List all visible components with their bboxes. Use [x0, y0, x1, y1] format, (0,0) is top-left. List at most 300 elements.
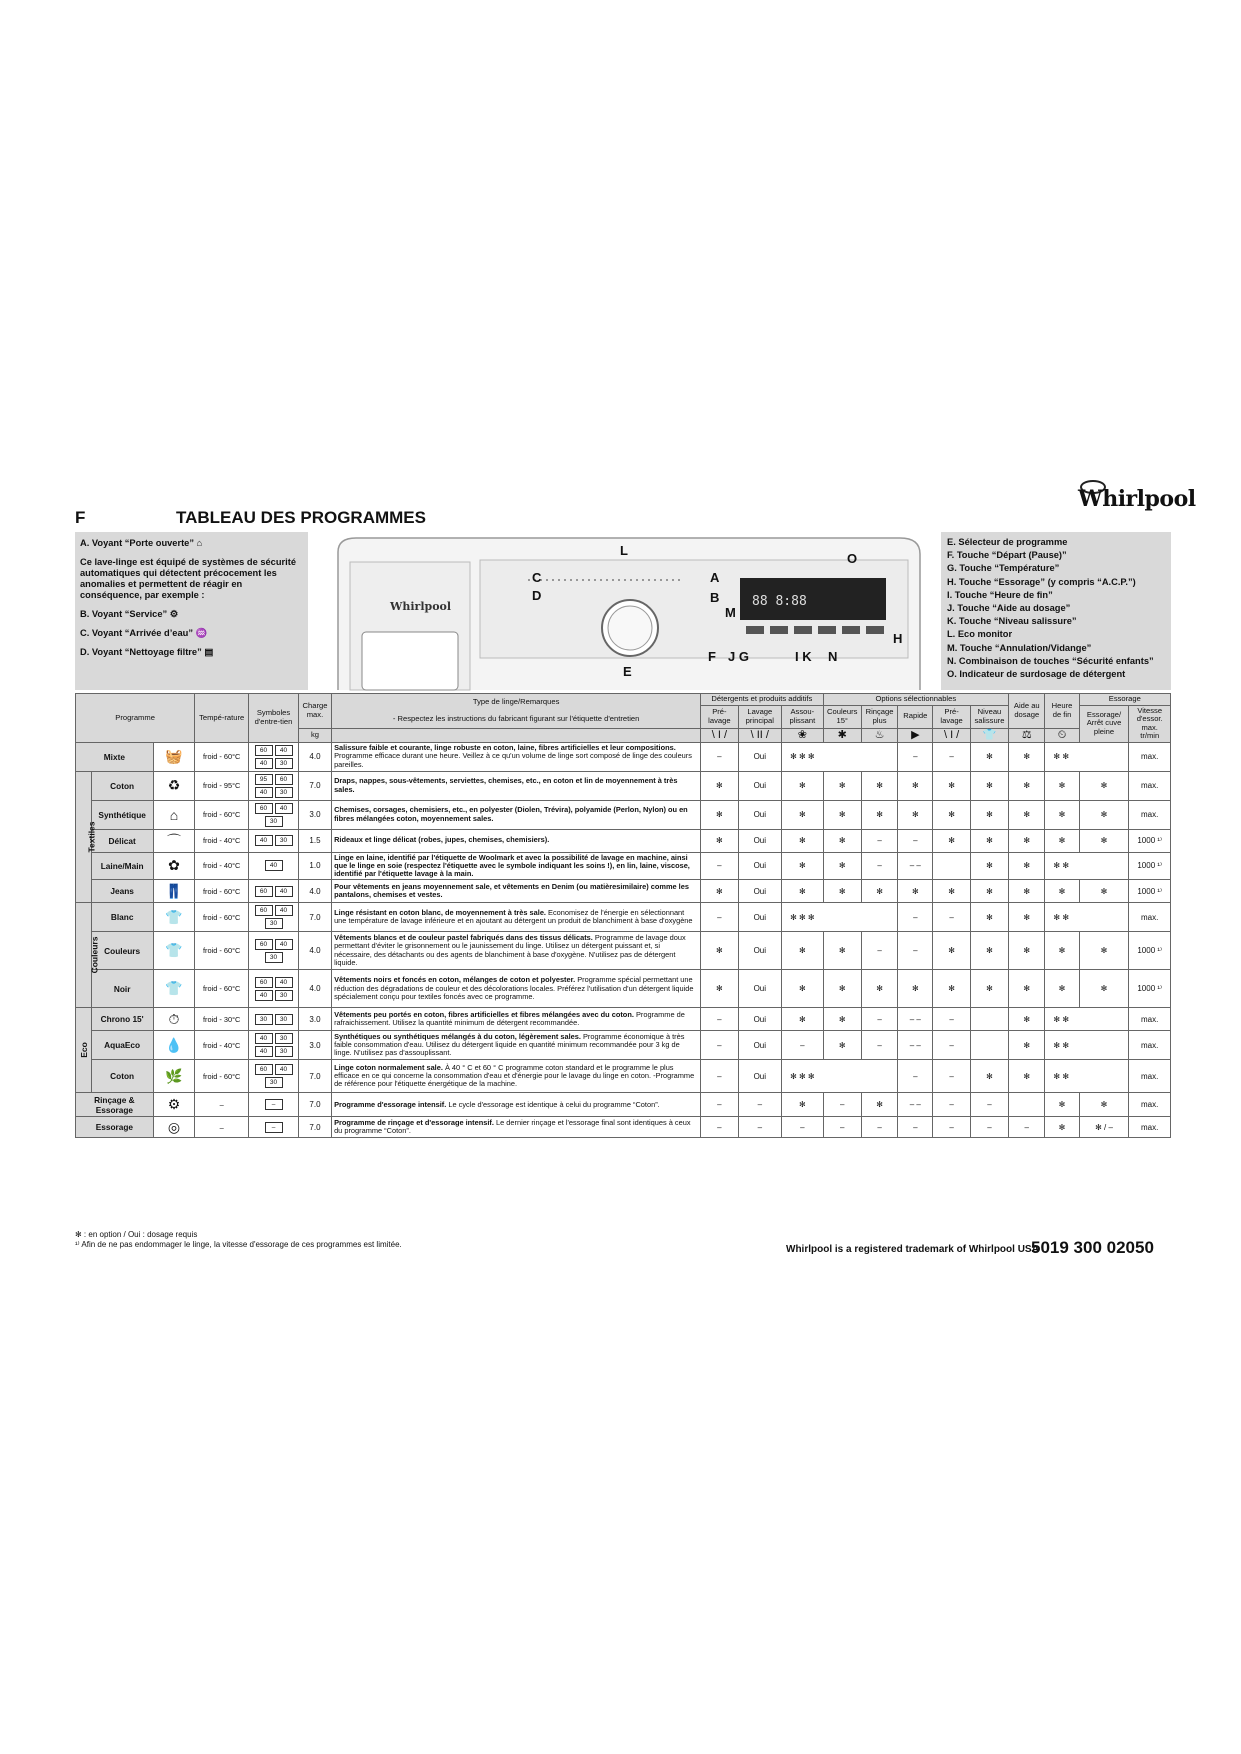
- max-load: 7.0: [298, 1060, 331, 1093]
- page-title: TABLEAU DES PROGRAMMES: [176, 508, 426, 527]
- description-detail: Programme de rafraichissement. Utilisez la quantité minimum de détergent recommandée.: [334, 1009, 685, 1028]
- care-symbol: 40: [275, 905, 293, 916]
- cell-dosage-aid: ✻: [1009, 932, 1045, 970]
- prewash-option-icon: \ I /: [933, 728, 970, 742]
- header-type-note: - Respectez les instructions du fabricant figurant sur l'étiquette d'entretien: [392, 714, 640, 724]
- cell-end-time: ✻ ✻: [1045, 852, 1129, 880]
- legend-b: [80, 609, 303, 620]
- svg-text:J G: J G: [728, 649, 749, 664]
- svg-text:C: C: [532, 570, 542, 585]
- care-symbol: 40: [255, 787, 273, 798]
- description-bold: Vêtements blancs et de couleur pastel fabriqués dans des tissus délicats.: [334, 933, 593, 943]
- svg-text:F: F: [708, 649, 716, 664]
- laundry-description: [332, 800, 701, 829]
- legend-c: [80, 628, 303, 639]
- cell-softener: ✻: [782, 1008, 823, 1031]
- cell-spin-stop: ✻: [1079, 932, 1129, 970]
- temperature-range: froid - 60°C: [195, 800, 249, 829]
- max-load: 3.0: [298, 1008, 331, 1031]
- cell-soil-level: ✻: [970, 742, 1008, 771]
- legend-e: E. Sélecteur de programme: [947, 537, 1068, 547]
- soil-level-icon: 👕: [970, 728, 1008, 742]
- svg-text:L: L: [620, 543, 628, 558]
- cell-dosage-aid: ✻: [1009, 1008, 1045, 1031]
- cell-colours15: ✻: [823, 932, 861, 970]
- trademark-notice: Whirlpool is a registered trademark of Whirlpool USA: [786, 1244, 1039, 1255]
- header-heure: Heure de fin: [1045, 694, 1079, 729]
- rapid-icon: ▶: [898, 728, 933, 742]
- max-load: 1.0: [298, 852, 331, 880]
- cell-main-wash: Oui: [738, 742, 782, 771]
- temperature-range: froid - 60°C: [195, 970, 249, 1008]
- cell-softener: ✻ ✻ ✻: [782, 903, 898, 932]
- cell-rinse-plus: –: [861, 1031, 897, 1060]
- cell-max-spin: max.: [1129, 800, 1171, 829]
- programme-name: Couleurs: [91, 932, 153, 970]
- programme-icon: ⌂: [153, 800, 194, 829]
- cell-max-spin: max.: [1129, 1060, 1171, 1093]
- svg-text:I K: I K: [795, 649, 812, 664]
- legend-a: [80, 538, 303, 549]
- cell-soil-level: ✻: [970, 1060, 1008, 1093]
- legend-intro: Ce lave-linge est équipé de systèmes de sécurité automatiques qui détectent précocement les anomalies et permettent de réagir en conséquence, par exemple :: [80, 557, 296, 600]
- cell-end-time: ✻: [1045, 880, 1079, 903]
- laundry-description: [332, 1060, 701, 1093]
- cell-softener: ✻: [782, 800, 823, 829]
- cell-rapid: –: [898, 829, 933, 852]
- cell-colours15: ✻: [823, 1031, 861, 1060]
- cell-colours15: –: [823, 1117, 861, 1138]
- cell-soil-level: –: [970, 1117, 1008, 1138]
- laundry-description: [332, 1093, 701, 1117]
- programme-table-body: [76, 742, 1171, 1138]
- cell-softener: ✻: [782, 932, 823, 970]
- care-symbol: 60: [255, 905, 273, 916]
- programme-icon: 💧: [153, 1031, 194, 1060]
- cell-main-wash: Oui: [738, 880, 782, 903]
- legend-l: L. Eco monitor: [947, 629, 1013, 640]
- care-symbol: 40: [275, 745, 293, 756]
- cell-dosage-aid: ✻: [1009, 742, 1045, 771]
- cell-main-wash: –: [738, 1117, 782, 1138]
- programme-table: [75, 693, 1171, 1138]
- cell-max-spin: max.: [1129, 742, 1171, 771]
- cell-prewash: –: [701, 852, 738, 880]
- laundry-description: [332, 829, 701, 852]
- cell-spin-stop: ✻: [1079, 800, 1129, 829]
- cell-main-wash: Oui: [738, 1008, 782, 1031]
- header-couleurs15: Couleurs 15°: [823, 705, 861, 728]
- cell-softener: ✻ ✻ ✻: [782, 1060, 898, 1093]
- cell-prewash-option: –: [933, 1060, 970, 1093]
- cell-dosage-aid: [1009, 1093, 1045, 1117]
- cell-soil-level: ✻: [970, 852, 1008, 880]
- cell-prewash: –: [701, 1031, 738, 1060]
- cell-prewash-option: [933, 852, 970, 880]
- cell-prewash: –: [701, 1008, 738, 1031]
- legend-m: M. Touche “Annulation/Vidange”: [947, 642, 1092, 653]
- cell-prewash-option: ✻: [933, 970, 970, 1008]
- programme-name: Blanc: [91, 903, 153, 932]
- svg-text:B: B: [710, 590, 720, 605]
- cell-main-wash: Oui: [738, 1031, 782, 1060]
- max-load: 3.0: [298, 800, 331, 829]
- cell-prewash: –: [701, 903, 738, 932]
- programme-name: Synthétique: [91, 800, 153, 829]
- description-bold: Programme d'essorage intensif.: [334, 1099, 447, 1109]
- laundry-description: [332, 880, 701, 903]
- programme-icon: 👖: [153, 880, 194, 903]
- cell-rapid: –: [898, 932, 933, 970]
- description-detail: Le dernier rinçage et l'essorage final sont identiques à ceux du programme “Coton”.: [334, 1117, 691, 1136]
- legend-b-text: B. Voyant “Service”: [80, 609, 168, 619]
- care-symbol: 40: [275, 939, 293, 950]
- legend-o: O. Indicateur de surdosage de détergent: [947, 669, 1126, 680]
- care-symbol: 30: [275, 787, 293, 798]
- header-load: Charge max.: [298, 694, 331, 729]
- programme-name: Coton: [91, 1060, 153, 1093]
- care-symbol: 30: [275, 1046, 293, 1057]
- description-bold: Linge coton normalement sale.: [334, 1062, 443, 1072]
- laundry-description: [332, 903, 701, 932]
- header-essorage-arret: Essorage/ Arrêt cuve pleine: [1079, 705, 1129, 742]
- cell-max-spin: 1000 ¹⁾: [1129, 932, 1171, 970]
- cell-softener: ✻: [782, 829, 823, 852]
- care-symbol: 60: [255, 886, 273, 897]
- cell-dosage-aid: ✻: [1009, 970, 1045, 1008]
- cell-softener: –: [782, 1117, 823, 1138]
- machine-brand: Whirlpool: [390, 600, 452, 613]
- brand-logo: Whirlpool: [1078, 486, 1196, 512]
- table-row: [76, 800, 1171, 829]
- machine-display: 88 8:88: [752, 594, 807, 609]
- cell-softener: ✻: [782, 880, 823, 903]
- laundry-description: [332, 1117, 701, 1138]
- temperature-range: froid - 60°C: [195, 1060, 249, 1093]
- care-symbols: [249, 800, 299, 829]
- care-symbols: [249, 1060, 299, 1093]
- cell-rapid: –: [898, 903, 933, 932]
- description-bold: Vêtements peu portés en coton, fibres artificielles et fibres mélangées avec du coton.: [334, 1009, 634, 1019]
- temperature-range: froid - 95°C: [195, 771, 249, 800]
- care-symbol: 40: [255, 758, 273, 769]
- cell-end-time: ✻: [1045, 970, 1079, 1008]
- description-detail: Economisez de l'énergie en sélectionnant une température de lavage inférieure et en ajoutant au détergent un produit de blanchiment à base d'oxygène: [334, 907, 693, 926]
- cell-rapid: ✻: [898, 800, 933, 829]
- tap-icon: ♒: [195, 628, 208, 638]
- cell-main-wash: Oui: [738, 970, 782, 1008]
- group-label-eco: [76, 1008, 92, 1093]
- cell-softener: ✻: [782, 771, 823, 800]
- legend-h: H. Touche “Essorage” (y compris “A.C.P.”): [947, 576, 1136, 587]
- cell-rapid: – –: [898, 1093, 933, 1117]
- header-prelavage2: Pré-lavage: [933, 705, 970, 728]
- table-row: [76, 742, 1171, 771]
- care-symbols: [249, 1117, 299, 1138]
- cell-rapid: – –: [898, 1031, 933, 1060]
- care-symbol: 60: [255, 803, 273, 814]
- control-panel-illustration: [310, 532, 939, 690]
- controls-legend: [941, 532, 1171, 690]
- care-symbol: 40: [275, 977, 293, 988]
- programme-name: Mixte: [76, 742, 154, 771]
- temperature-range: froid - 40°C: [195, 852, 249, 880]
- footnote-option: ✻ : en option / Oui : dosage requis: [75, 1230, 198, 1239]
- cell-colours15: ✻: [823, 829, 861, 852]
- header-programme: Programme: [76, 694, 195, 743]
- cell-soil-level: ✻: [970, 970, 1008, 1008]
- programme-icon: 👕: [153, 970, 194, 1008]
- cell-max-spin: 1000 ¹⁾: [1129, 852, 1171, 880]
- description-bold: Pour vêtements en jeans moyennement sale, et vêtements en Denim (ou matièresimilaire) comme les pantalons, chemises et vestes.: [334, 881, 689, 900]
- laundry-description: [332, 742, 701, 771]
- care-symbols: [249, 771, 299, 800]
- cell-max-spin: 1000 ¹⁾: [1129, 970, 1171, 1008]
- cell-prewash: ✻: [701, 932, 738, 970]
- legend-c-text: C. Voyant “Arrivée d’eau”: [80, 628, 193, 638]
- temperature-range: froid - 60°C: [195, 742, 249, 771]
- group-label-textiles: [76, 771, 97, 903]
- max-load: 7.0: [298, 1093, 331, 1117]
- care-symbols: [249, 1008, 299, 1031]
- cell-softener: ✻ ✻ ✻: [782, 742, 898, 771]
- programme-icon: ◎: [153, 1117, 194, 1138]
- cell-dosage-aid: ✻: [1009, 880, 1045, 903]
- description-detail: Le cycle d'essorage est identique à celui du programme “Coton”.: [446, 1099, 660, 1109]
- cell-rinse-plus: –: [861, 852, 897, 880]
- max-load: 4.0: [298, 880, 331, 903]
- header-vitesse: Vitesse d'essor. max. tr/min: [1129, 705, 1171, 742]
- cell-dosage-aid: ✻: [1009, 1060, 1045, 1093]
- cell-prewash-option: ✻: [933, 880, 970, 903]
- programme-name: Noir: [91, 970, 153, 1008]
- cell-prewash-option: ✻: [933, 800, 970, 829]
- temperature-range: froid - 60°C: [195, 932, 249, 970]
- cell-dosage-aid: ✻: [1009, 1031, 1045, 1060]
- care-symbols: [249, 903, 299, 932]
- max-load: 3.0: [298, 1031, 331, 1060]
- temperature-range: froid - 30°C: [195, 1008, 249, 1031]
- care-symbol: 95: [255, 774, 273, 785]
- colours15-icon: ✱: [823, 728, 861, 742]
- svg-text:N: N: [828, 649, 838, 664]
- laundry-description: [332, 1031, 701, 1060]
- cell-max-spin: 1000 ¹⁾: [1129, 829, 1171, 852]
- cell-dosage-aid: ✻: [1009, 829, 1045, 852]
- cell-prewash-option: ✻: [933, 829, 970, 852]
- header-type-spacer: [332, 728, 701, 742]
- cell-spin-stop: ✻ / –: [1079, 1117, 1129, 1138]
- care-symbol: 30: [265, 952, 283, 963]
- legend-i: I. Touche “Heure de fin”: [947, 589, 1053, 600]
- legend-j: J. Touche “Aide au dosage”: [947, 603, 1071, 614]
- table-row: [76, 970, 1171, 1008]
- care-symbol: 30: [265, 918, 283, 929]
- header-symbols: Symboles d'entre-tien: [249, 694, 299, 743]
- programme-icon: 👕: [153, 903, 194, 932]
- cell-rapid: ✻: [898, 970, 933, 1008]
- cell-soil-level: [970, 1031, 1008, 1060]
- cell-prewash: ✻: [701, 829, 738, 852]
- laundry-description: [332, 852, 701, 880]
- header-niveau: Niveau salissure: [970, 705, 1008, 728]
- cell-spin-stop: ✻: [1079, 970, 1129, 1008]
- cell-spin-stop: ✻: [1079, 880, 1129, 903]
- cell-rinse-plus: –: [861, 829, 897, 852]
- svg-text:M: M: [725, 605, 736, 620]
- machine-drawing: [310, 532, 939, 690]
- svg-text:D: D: [532, 588, 542, 603]
- programme-icon: ♻: [153, 771, 194, 800]
- cell-spin-stop: ✻: [1079, 771, 1129, 800]
- cell-prewash: –: [701, 1117, 738, 1138]
- care-symbols: [249, 880, 299, 903]
- cell-rapid: ✻: [898, 771, 933, 800]
- end-time-icon: ⏲: [1045, 728, 1079, 742]
- cell-spin-stop: ✻: [1079, 829, 1129, 852]
- door-icon: ⌂: [196, 538, 203, 548]
- svg-text:H: H: [893, 631, 903, 646]
- cell-rinse-plus: –: [861, 1008, 897, 1031]
- cell-prewash: ✻: [701, 970, 738, 1008]
- laundry-description: [332, 1008, 701, 1031]
- legend-k: K. Touche “Niveau salissure”: [947, 616, 1077, 627]
- care-symbol: 30: [275, 1014, 293, 1025]
- max-load: 4.0: [298, 932, 331, 970]
- table-row: [76, 1093, 1171, 1117]
- header-type: [332, 694, 701, 729]
- care-symbol: 60: [255, 1064, 273, 1075]
- cell-colours15: ✻: [823, 800, 861, 829]
- cell-dosage-aid: ✻: [1009, 903, 1045, 932]
- care-symbol: 40: [255, 1033, 273, 1044]
- laundry-description: [332, 932, 701, 970]
- cell-soil-level: ✻: [970, 932, 1008, 970]
- care-symbol: –: [265, 1122, 283, 1133]
- description-bold: Linge résistant en coton blanc, de moyennement à très sale.: [334, 907, 546, 917]
- cell-colours15: ✻: [823, 880, 861, 903]
- care-symbol: 60: [255, 977, 273, 988]
- programme-icon: 🧺: [153, 742, 194, 771]
- cell-prewash-option: –: [933, 903, 970, 932]
- cell-rinse-plus: ✻: [861, 970, 897, 1008]
- cell-prewash: –: [701, 742, 738, 771]
- cell-soil-level: ✻: [970, 800, 1008, 829]
- cell-colours15: ✻: [823, 1008, 861, 1031]
- table-row: [76, 1060, 1171, 1093]
- max-load: 7.0: [298, 903, 331, 932]
- cell-prewash-option: ✻: [933, 771, 970, 800]
- cell-spin-stop: ✻: [1079, 1093, 1129, 1117]
- cell-dosage-aid: ✻: [1009, 800, 1045, 829]
- cell-max-spin: max.: [1129, 1093, 1171, 1117]
- cell-dosage-aid: ✻: [1009, 771, 1045, 800]
- care-symbol: 30: [265, 816, 283, 827]
- prewash-compartment-icon: \ I /: [701, 728, 738, 742]
- programme-name: AquaEco: [91, 1031, 153, 1060]
- cell-colours15: ✻: [823, 970, 861, 1008]
- care-symbol: –: [265, 1099, 283, 1110]
- laundry-description: [332, 970, 701, 1008]
- header-group-detergents: Détergents et produits additifs: [701, 694, 823, 706]
- care-symbols: [249, 1093, 299, 1117]
- cell-dosage-aid: –: [1009, 1117, 1045, 1138]
- cell-soil-level: ✻: [970, 903, 1008, 932]
- care-symbols: [249, 932, 299, 970]
- care-symbols: [249, 1031, 299, 1060]
- cell-end-time: ✻: [1045, 800, 1079, 829]
- max-load: 4.0: [298, 970, 331, 1008]
- cell-softener: ✻: [782, 852, 823, 880]
- cell-end-time: ✻ ✻: [1045, 1031, 1129, 1060]
- care-symbols: [249, 829, 299, 852]
- cell-max-spin: max.: [1129, 1117, 1171, 1138]
- care-symbols: [249, 852, 299, 880]
- table-row: [76, 1008, 1171, 1031]
- cell-end-time: ✻ ✻: [1045, 1008, 1129, 1031]
- mainwash-compartment-icon: \ II /: [738, 728, 782, 742]
- temperature-range: froid - 40°C: [195, 1031, 249, 1060]
- description-bold: Chemises, corsages, chemisiers, etc., en polyester (Diolen, Trévira), polyamide (Perlon, Nylon) ou en fibres mélangées coton, moyennement sales.: [334, 805, 688, 823]
- programme-icon: ✿: [153, 852, 194, 880]
- cell-main-wash: Oui: [738, 932, 782, 970]
- cell-prewash-option: –: [933, 742, 970, 771]
- softener-compartment-icon: ❀: [782, 728, 823, 742]
- rinse-plus-icon: ♨: [861, 728, 897, 742]
- temperature-range: froid - 40°C: [195, 829, 249, 852]
- programme-name: Délicat: [91, 829, 153, 852]
- programme-name: Rinçage & Essorage: [76, 1093, 154, 1117]
- description-detail: À 40 ° C et 60 ° C programme coton standard et le programme le plus efficace en ce qui concerne la consommation d'eau et d'énergie pour le lavage du linge en coton. -Programme de référence pour l'étiquette énergétique de la machine.: [334, 1062, 695, 1089]
- cell-colours15: ✻: [823, 852, 861, 880]
- description-bold: Linge en laine, identifié par l'étiquette de Woolmark et avec la possibilité de lavage en machine, ainsi que le linge en soie (respectez l'étiquette avec le symbole indiquant les soins !), en lin, laine, viscose, identifié par l'étiquette lavage à la main.: [334, 852, 690, 878]
- cell-soil-level: –: [970, 1093, 1008, 1117]
- cell-soil-level: ✻: [970, 880, 1008, 903]
- footnote-spin: ¹⁾ Afin de ne pas endommager le linge, la vitesse d'essorage de ces programmes est limitée.: [75, 1240, 402, 1249]
- dosage-aid-icon: ⚖: [1009, 728, 1045, 742]
- cell-prewash: –: [701, 1093, 738, 1117]
- cell-rinse-plus: –: [861, 1117, 897, 1138]
- header-lavage: Lavage principal: [738, 705, 782, 728]
- programme-icon: 🌿: [153, 1060, 194, 1093]
- cell-main-wash: Oui: [738, 771, 782, 800]
- cell-softener: –: [782, 1031, 823, 1060]
- group-label-text: Eco: [78, 1042, 89, 1058]
- cell-max-spin: max.: [1129, 771, 1171, 800]
- filter-icon: ▤: [204, 647, 214, 657]
- care-symbol: 30: [275, 835, 293, 846]
- care-symbol: 40: [265, 860, 283, 871]
- description-detail: Programme spécial permettant une réduction des dégradations de couleur et des décolorations locales. Préférez l'utilisation d'un détergent liquide spécialement conçu pour textiles foncés avec ce programme.: [334, 975, 694, 1001]
- programme-name: Chrono 15': [91, 1008, 153, 1031]
- cell-max-spin: max.: [1129, 1031, 1171, 1060]
- table-row: [76, 880, 1171, 903]
- description-bold: Vêtements noirs et foncés en coton, mélanges de coton et polyester.: [334, 975, 576, 985]
- cell-rinse-plus: ✻: [861, 880, 897, 903]
- cell-rapid: –: [898, 742, 933, 771]
- cell-rapid: –: [898, 1060, 933, 1093]
- group-label-text: Couleurs: [89, 936, 100, 974]
- care-symbol: 40: [275, 803, 293, 814]
- programme-name: Coton: [91, 771, 153, 800]
- header-assou: Assou-plissant: [782, 705, 823, 728]
- description-bold: Synthétiques ou synthétiques mélangés à du coton, légèrement sales.: [334, 1031, 581, 1041]
- programme-icon: ⏱: [153, 1008, 194, 1031]
- cell-prewash-option: –: [933, 1117, 970, 1138]
- temperature-range: –: [195, 1093, 249, 1117]
- cell-max-spin: max.: [1129, 903, 1171, 932]
- max-load: 4.0: [298, 742, 331, 771]
